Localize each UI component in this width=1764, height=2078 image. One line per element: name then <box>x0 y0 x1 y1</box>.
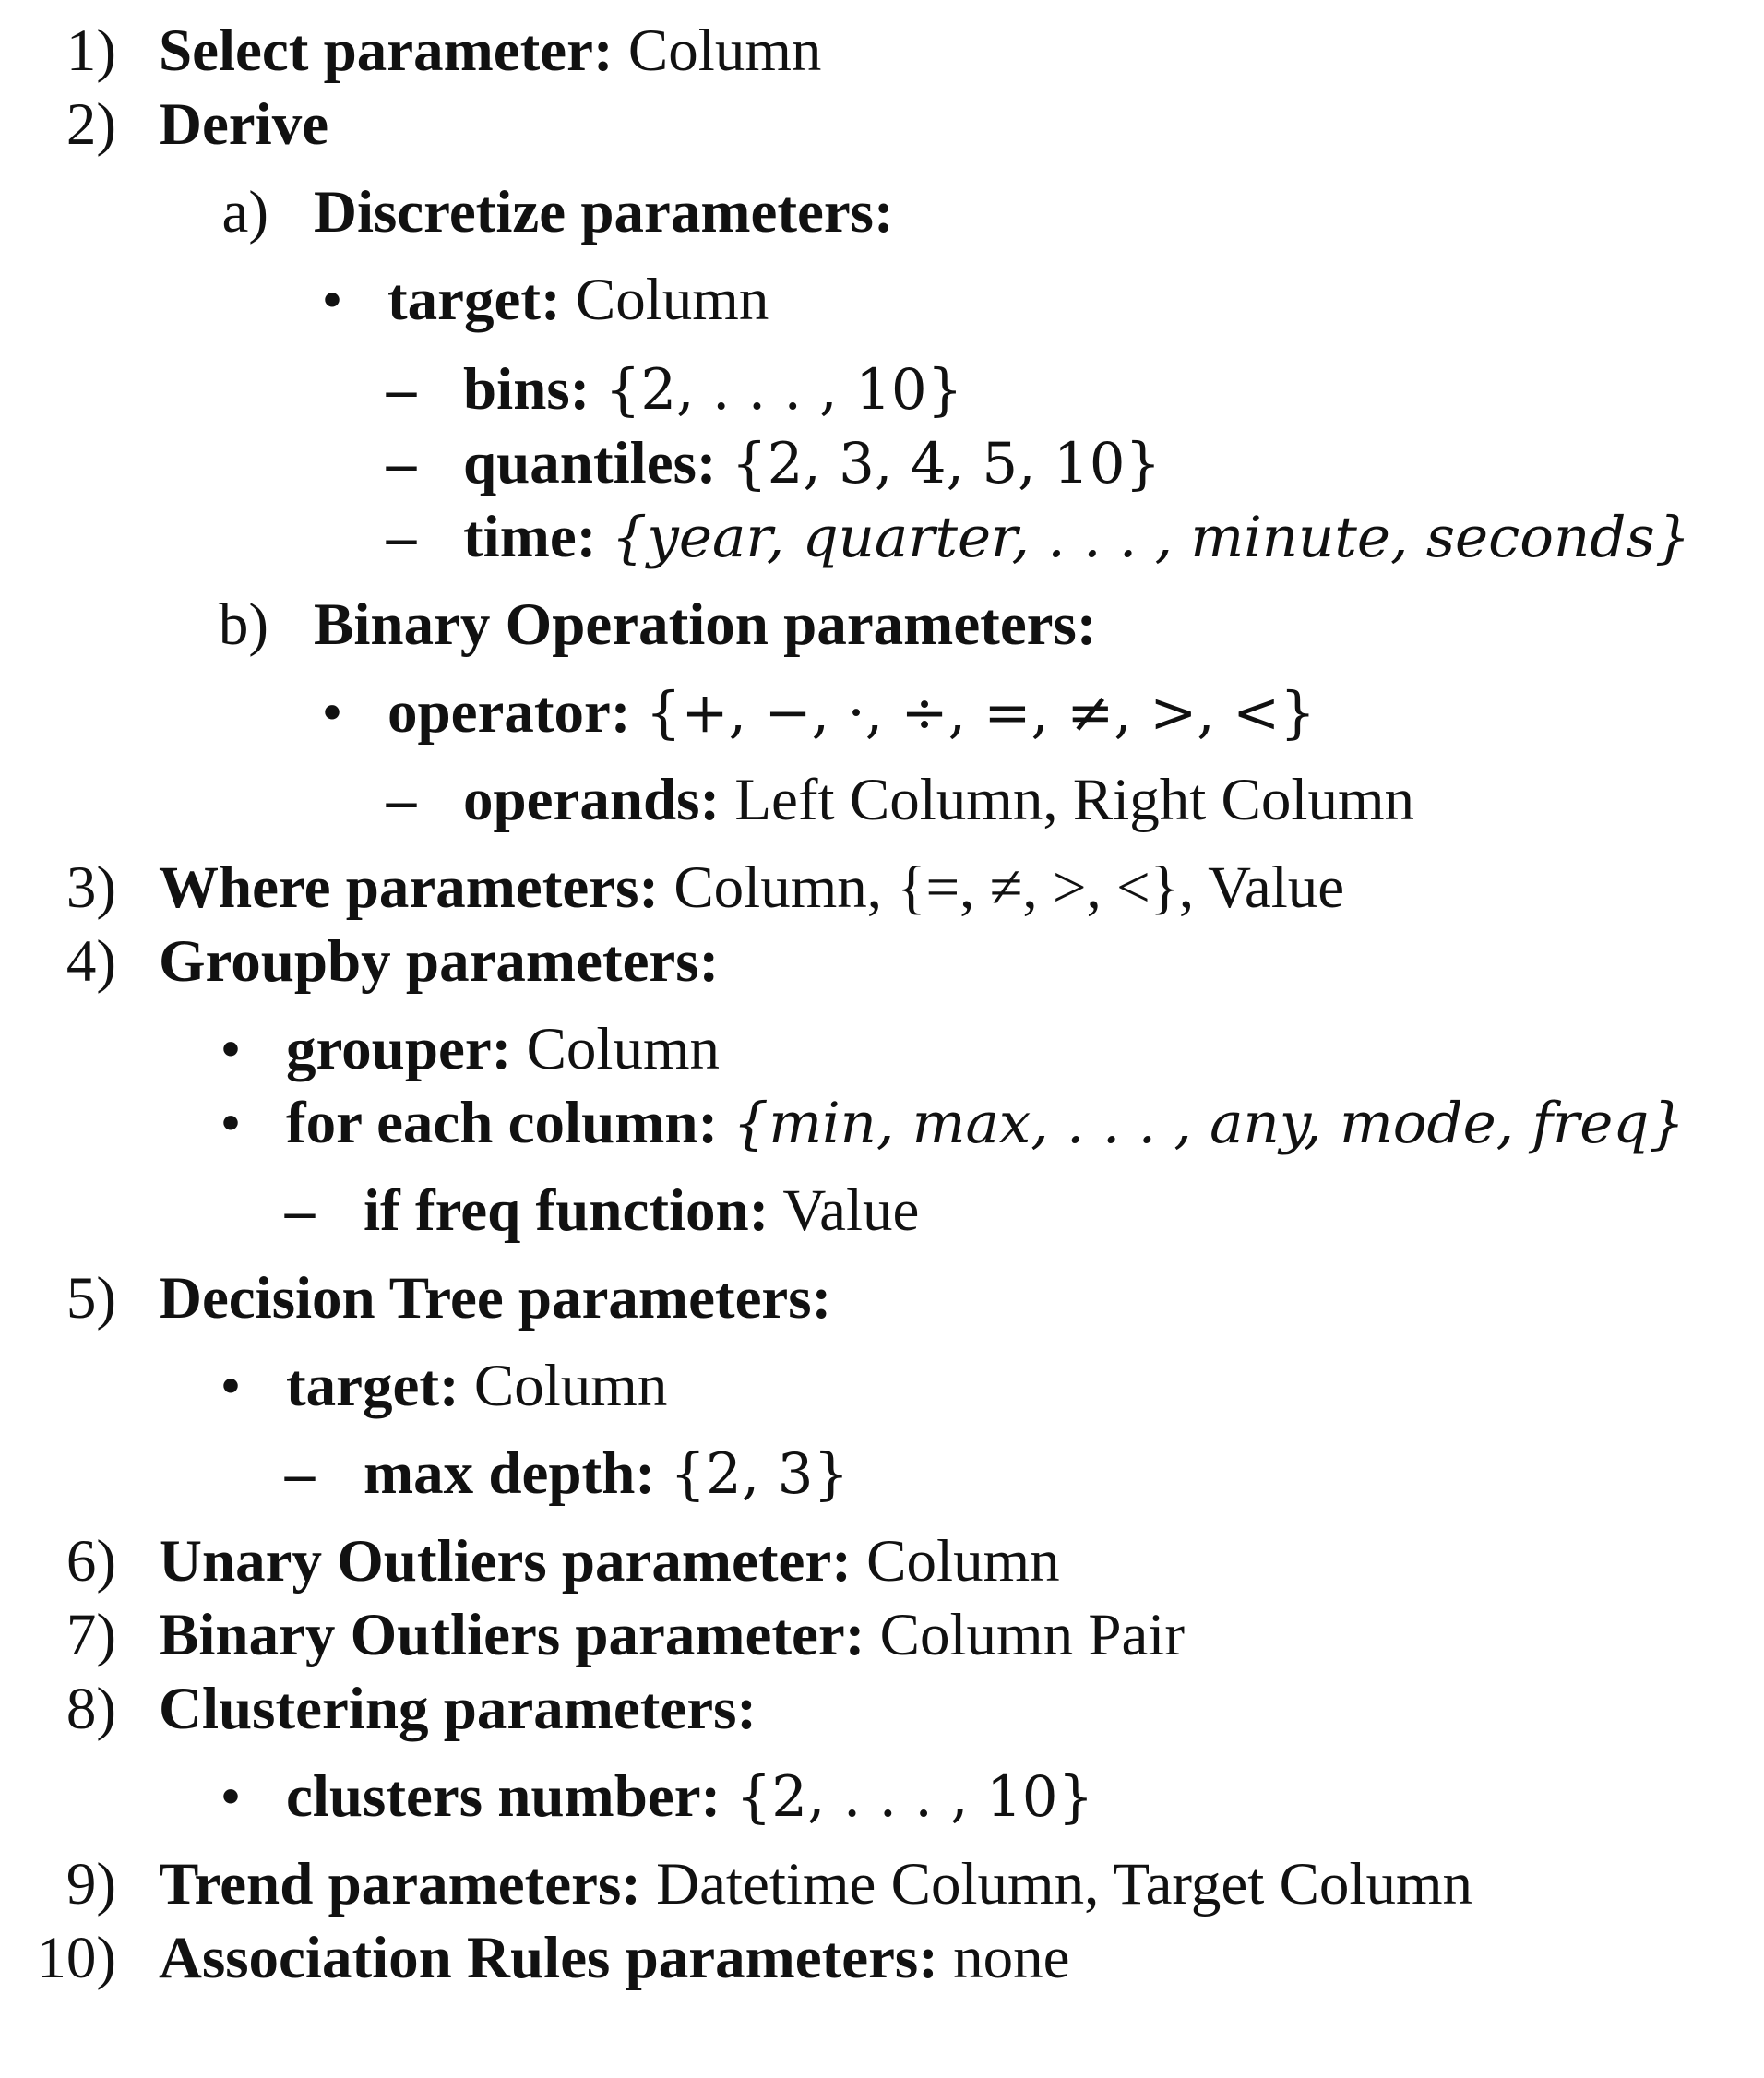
item-number: 6) <box>66 1528 116 1594</box>
item-label: Association Rules parameters: <box>159 1925 938 1991</box>
item-label: max depth: <box>364 1440 655 1507</box>
item-label: Groupby parameters: <box>159 928 720 995</box>
item-value: Column Pair <box>879 1602 1186 1668</box>
bullet: • <box>220 1353 242 1419</box>
item-letter: b) <box>218 591 268 658</box>
item-value: Column <box>526 1016 721 1082</box>
item-number: 10) <box>36 1925 116 1991</box>
item-number: 7) <box>66 1602 116 1668</box>
item-label: Decision Tree parameters: <box>159 1265 832 1332</box>
item-label: Binary Outliers parameter: <box>159 1602 865 1668</box>
dash: – <box>386 504 417 570</box>
item-label: Where parameters: <box>159 854 660 921</box>
dash: – <box>386 430 417 496</box>
item-label: if freq function: <box>364 1177 769 1244</box>
bullet: • <box>220 1016 242 1082</box>
item-number: 8) <box>66 1676 116 1742</box>
item-value: Column <box>473 1353 668 1419</box>
item-value: {min, max, . . . , any, mode, freq} <box>733 1091 1686 1156</box>
item-label: bins: <box>463 356 590 423</box>
item-label: operands: <box>463 767 721 833</box>
item-number: 3) <box>66 854 116 921</box>
item-label: Derive <box>159 91 329 158</box>
item-value: Column <box>627 18 822 84</box>
item-number: 2) <box>66 91 116 158</box>
item-label: Discretize parameters: <box>314 179 894 245</box>
item-value: Column <box>866 1528 1060 1594</box>
item-label: Select parameter: <box>159 18 614 84</box>
bullet: • <box>220 1090 242 1156</box>
item-letter: a) <box>221 179 268 245</box>
item-label: grouper: <box>286 1016 512 1082</box>
item-value: {2, 3, 4, 5, 10} <box>731 431 1162 496</box>
item-label: Binary Operation parameters: <box>314 591 1097 658</box>
item-value: Value <box>782 1177 920 1244</box>
bullet: • <box>321 679 343 746</box>
item-number: 4) <box>66 928 116 995</box>
item-label: Unary Outliers parameter: <box>159 1528 852 1594</box>
dash: – <box>386 356 417 423</box>
item-value: {year, quarter, . . . , minute, seconds} <box>611 505 1691 570</box>
item-value: Column, {=, ≠, >, <}, Value <box>673 854 1345 921</box>
item-number: 1) <box>66 18 116 84</box>
item-value: {2, . . . , 10} <box>735 1764 1094 1830</box>
item-label: Clustering parameters: <box>159 1676 757 1742</box>
dash: – <box>284 1177 316 1244</box>
item-label: target: <box>387 267 561 333</box>
bullet: • <box>321 267 343 333</box>
dash: – <box>386 767 417 833</box>
item-number: 5) <box>66 1265 116 1332</box>
item-label: operator: <box>387 679 631 746</box>
item-value: Column <box>575 267 769 333</box>
item-value: Left Column, Right Column <box>734 767 1415 833</box>
item-label: clusters number: <box>286 1763 721 1830</box>
item-number: 9) <box>66 1851 116 1917</box>
bullet: • <box>220 1763 242 1830</box>
item-value: none <box>953 1925 1070 1991</box>
item-value: Datetime Column, Target Column <box>656 1851 1473 1917</box>
dash: – <box>284 1440 316 1507</box>
item-value: {2, 3} <box>670 1441 850 1507</box>
item-label: target: <box>286 1353 459 1419</box>
item-label: for each column: <box>286 1090 719 1156</box>
item-value: {2, . . . , 10} <box>604 357 963 423</box>
item-label: quantiles: <box>463 430 717 496</box>
item-label: time: <box>463 504 597 570</box>
item-label: Trend parameters: <box>159 1851 641 1917</box>
item-value: {+, −, ·, ÷, =, ≠, >, <} <box>645 680 1317 746</box>
